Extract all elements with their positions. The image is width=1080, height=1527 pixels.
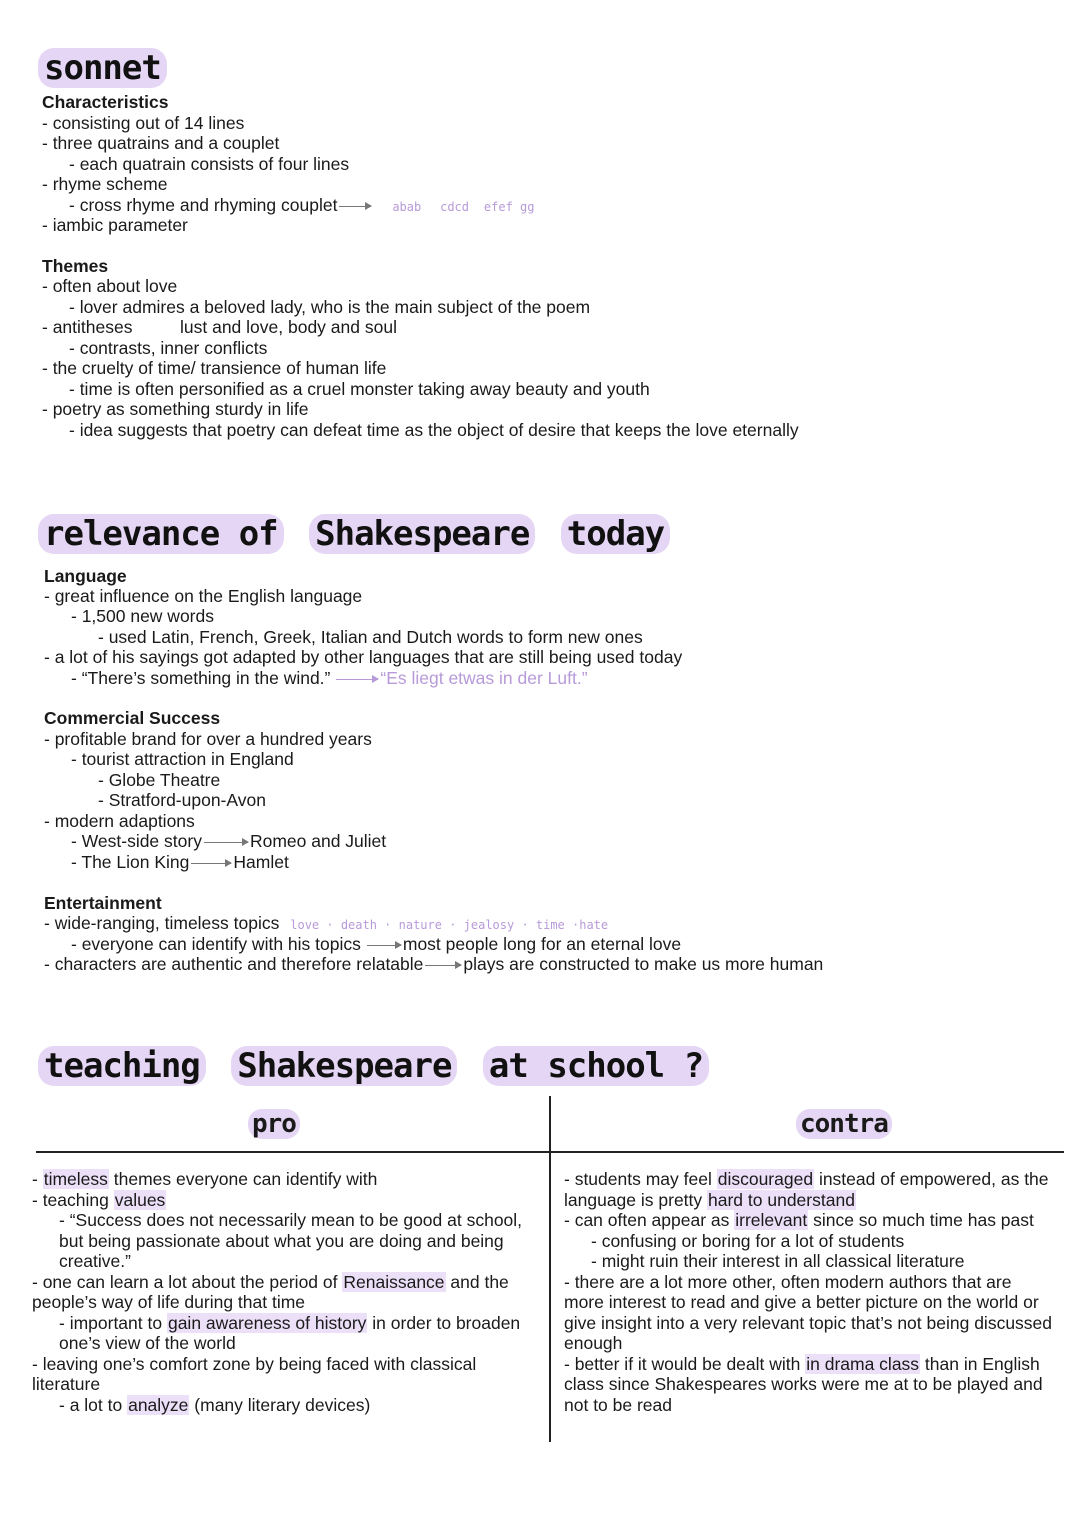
- list-item: - the cruelty of time/ transience of human life: [42, 358, 387, 378]
- list-item: - antitheses: [42, 317, 133, 337]
- list-item: - “Success does not necessarily mean to be good at school,: [59, 1210, 523, 1230]
- sonnet-title: sonnet: [38, 48, 167, 88]
- list-item: literature: [32, 1374, 101, 1394]
- list-item: language is pretty hard to understand: [564, 1189, 855, 1210]
- list-item: - might ruin their interest in all classical literature: [591, 1251, 965, 1271]
- rhyme-text: - cross rhyme and rhyming couplet: [69, 195, 338, 215]
- list-item: - there are a lot more other, often modern authors that are: [564, 1271, 1012, 1292]
- list-item: - teaching values: [32, 1189, 166, 1210]
- arrow-icon: [336, 679, 378, 680]
- contra-column: [564, 1169, 1069, 1415]
- list-item: - Stratford-upon-Avon: [98, 790, 266, 810]
- list-item: class since Shakespeares works were me at to be played and: [564, 1374, 1043, 1394]
- list-item: - idea suggests that poetry can defeat time as the object of desire that keeps the love eternally: [69, 420, 799, 440]
- list-item: - used Latin, French, Greek, Italian and Dutch words to form new ones: [98, 627, 643, 647]
- list-item: - one can learn a lot about the period of Renaissance and the: [32, 1271, 509, 1292]
- themes-heading: Themes: [42, 256, 109, 276]
- table-divider-vertical: [549, 1096, 551, 1442]
- list-item: - contrasts, inner conflicts: [69, 338, 268, 358]
- list-item: people’s way of life during that time: [32, 1292, 306, 1312]
- list-item: - students may feel discouraged instead of empowered, as the: [564, 1169, 1049, 1189]
- list-item: - poetry as something sturdy in life: [42, 399, 309, 419]
- list-item: - a lot to analyze (many literary devices): [59, 1394, 371, 1415]
- list-item: - everyone can identify with his topics most people long for an eternal love: [71, 934, 682, 954]
- pro-column: [32, 1169, 542, 1415]
- list-item: - often about love: [42, 276, 178, 296]
- list-item: - time is often personified as a cruel monster taking away beauty and youth: [69, 379, 650, 399]
- arrow-icon: [191, 863, 231, 864]
- rhyme-abab: abab: [392, 200, 422, 214]
- list-item: - tourist attraction in England: [71, 749, 294, 769]
- list-item: - 1,500 new words: [71, 606, 214, 626]
- list-item: - lover admires a beloved lady, who is the main subject of the poem: [69, 297, 591, 317]
- arrow-icon: [204, 842, 248, 843]
- list-item: - consisting out of 14 lines: [42, 113, 245, 133]
- list-item: - better if it would be dealt with in drama class than in English: [564, 1353, 1040, 1374]
- list-item: enough: [564, 1333, 623, 1353]
- list-item: more interest to read and give a better picture on the world or: [564, 1292, 1039, 1312]
- list-item: - each quatrain consists of four lines: [69, 154, 350, 174]
- list-item: - West-side story Romeo and Juliet: [71, 831, 387, 851]
- list-item: give insight into a very relevant topic that’s not being discussed: [564, 1312, 1053, 1333]
- relevance-title: relevance of Shakespeare today: [38, 514, 670, 554]
- list-item: - Globe Theatre: [98, 770, 221, 790]
- list-item: - can often appear as irrelevant since so much time has past: [564, 1210, 1034, 1230]
- pro-label: pro: [248, 1108, 300, 1140]
- list-item: lust and love, body and soul: [180, 317, 397, 337]
- list-item: - confusing or boring for a lot of students: [591, 1230, 905, 1251]
- list-item: - important to gain awareness of history in order to broaden: [59, 1312, 521, 1333]
- contra-label: contra: [796, 1108, 892, 1140]
- list-item: - modern adaptions: [44, 811, 195, 831]
- arrow-icon: [367, 945, 401, 946]
- rhyme-cdcd: cdcd: [440, 200, 470, 214]
- list-item: creative.”: [59, 1251, 131, 1271]
- list-item: - iambic parameter: [42, 215, 188, 235]
- list-item: - rhyme scheme: [42, 174, 168, 194]
- list-item: - leaving one’s comfort zone by being faced with classical: [32, 1353, 477, 1374]
- list-item: not to be read: [564, 1394, 672, 1415]
- list-item: - characters are authentic and therefore relatable plays are constructed to make us more human: [44, 954, 824, 974]
- topics-list: love · death · nature · jealosy · time ·hate: [290, 918, 609, 932]
- list-item: - timeless themes everyone can identify with: [32, 1169, 378, 1189]
- list-item: - three quatrains and a couplet: [42, 133, 280, 153]
- teaching-title: teaching Shakespeare at school ?: [38, 1046, 709, 1086]
- entertainment-heading: Entertainment: [44, 893, 162, 913]
- translation: “Es liegt etwas in der Luft.”: [380, 668, 588, 688]
- list-item: - The Lion King Hamlet: [71, 852, 289, 872]
- list-item: - wide-ranging, timeless topics love · death · nature · jealosy · time ·hate: [44, 913, 609, 933]
- arrow-icon: [339, 206, 371, 207]
- characteristics-heading: Characteristics: [42, 92, 169, 112]
- list-item: - profitable brand for over a hundred years: [44, 729, 372, 749]
- list-item: - a lot of his sayings got adapted by other languages that are still being used today: [44, 647, 683, 667]
- arrow-icon: [425, 965, 461, 966]
- list-item: but being passionate about what you are doing and being: [59, 1230, 504, 1251]
- rhyme-efef: efef gg: [483, 200, 535, 214]
- language-heading: Language: [44, 566, 127, 586]
- list-item: - great influence on the English language: [44, 586, 363, 606]
- list-item: one’s view of the world: [59, 1333, 236, 1353]
- commercial-heading: Commercial Success: [44, 708, 221, 728]
- list-item: - “There’s something in the wind.” “Es liegt etwas in der Luft.”: [71, 668, 588, 688]
